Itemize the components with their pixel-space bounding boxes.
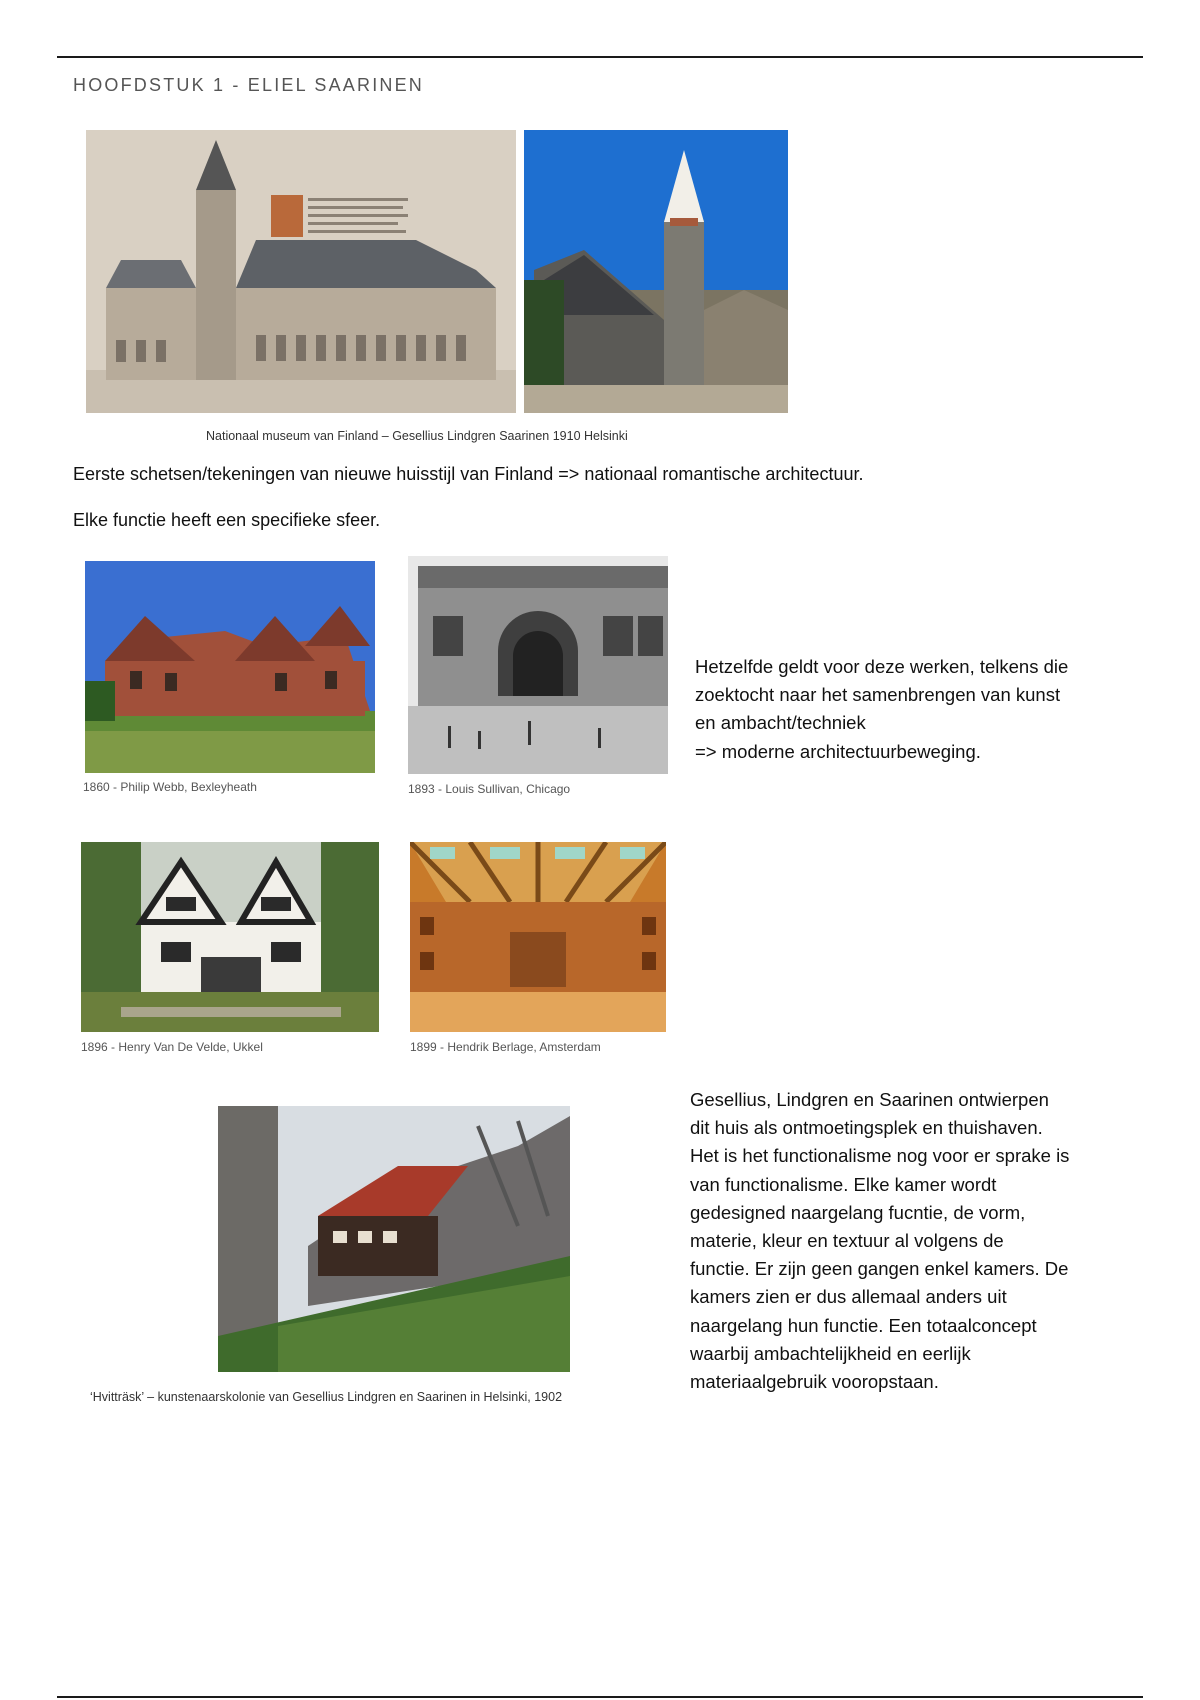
museum-drawing-image bbox=[86, 130, 516, 413]
hvittrask-caption: ‘Hvitträsk’ – kunstenaarskolonie van Gesellius Lindgren en Saarinen in Helsinki, 1902 bbox=[90, 1390, 563, 1404]
hvittrask-line: Het is het functionalisme nog voor er sprake is bbox=[690, 1145, 1070, 1167]
intro-line-2: Elke functie heeft een specifieke sfeer. bbox=[73, 510, 381, 530]
hvittrask-line: Gesellius, Lindgren en Saarinen ontwierpen bbox=[690, 1089, 1049, 1110]
velde-caption: 1896 - Henry Van De Velde, Ukkel bbox=[81, 1040, 263, 1054]
berlage-caption: 1899 - Hendrik Berlage, Amsterdam bbox=[410, 1040, 601, 1054]
hvittrask-line: kamers zien er dus allemaal anders uit bbox=[690, 1286, 1007, 1308]
webb-house-image bbox=[85, 561, 375, 773]
hvittrask-image bbox=[218, 1106, 570, 1372]
works-line: en ambacht/techniek bbox=[695, 712, 866, 734]
velde-house-image bbox=[81, 842, 379, 1032]
chapter-header: HOOFDSTUK 1 - ELIEL SAARINEN bbox=[73, 75, 424, 95]
hvittrask-line: van functionalisme. Elke kamer wordt bbox=[690, 1173, 997, 1195]
museum-photo-image bbox=[524, 130, 788, 413]
intro-line-1: Eerste schetsen/tekeningen van nieuwe huisstijl van Finland => nationaal romantische architectuur. bbox=[73, 464, 864, 484]
hvittrask-line: gedesigned naargelang fucntie, de vorm, bbox=[690, 1201, 1026, 1223]
bottom-rule bbox=[57, 1696, 1143, 1698]
hvittrask-line: dit huis als ontmoetingsplek en thuishaven. bbox=[690, 1117, 1043, 1139]
hvittrask-line: functie. Er zijn geen gangen enkel kamers. De bbox=[690, 1258, 1069, 1280]
hvittrask-line: materie, kleur en textuur al volgens de bbox=[690, 1230, 1004, 1252]
sullivan-caption: 1893 - Louis Sullivan, Chicago bbox=[408, 782, 571, 796]
berlage-hall-image bbox=[410, 842, 666, 1032]
works-line: => moderne architectuurbeweging. bbox=[695, 740, 981, 762]
works-paragraph bbox=[695, 653, 1165, 766]
hvittrask-line: materiaalgebruik vooropstaan. bbox=[690, 1371, 939, 1393]
top-rule bbox=[57, 56, 1143, 58]
museum-caption: Nationaal museum van Finland – Gesellius Lindgren Saarinen 1910 Helsinki bbox=[206, 429, 628, 443]
works-line: zoektocht naar het samenbrengen van kunst bbox=[695, 684, 1061, 706]
works-line: Hetzelfde geldt voor deze werken, telkens die bbox=[695, 656, 1069, 677]
sullivan-building-image bbox=[408, 556, 668, 774]
webb-caption: 1860 - Philip Webb, Bexleyheath bbox=[83, 780, 257, 794]
hvittrask-line: waarbij ambachtelijkheid en eerlijk bbox=[690, 1342, 971, 1364]
hvittrask-paragraph bbox=[690, 1086, 1160, 1396]
hvittrask-line: naargelang hun functie. Een totaalconcept bbox=[690, 1314, 1037, 1336]
